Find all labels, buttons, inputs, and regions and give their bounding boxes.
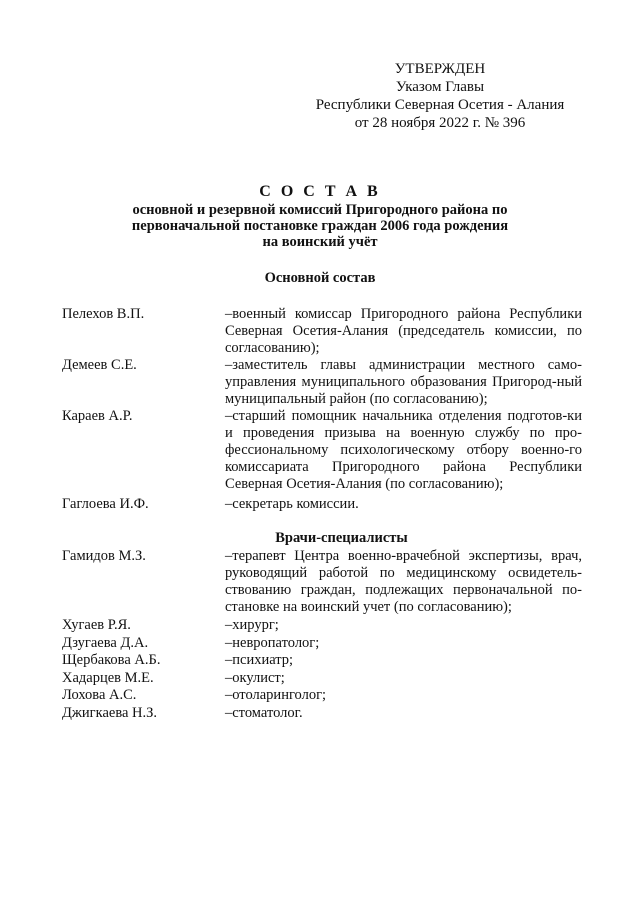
doctors-section-heading: Врачи-специалисты (275, 530, 408, 546)
doctor-role: –стоматолог. (225, 705, 303, 721)
approval-block (300, 60, 580, 132)
member-name: Гаглоева И.Ф. (62, 496, 149, 512)
doctor-role: –терапевт Центра военно-врачебной экспертизы, врач, руководящий работой по медицинскому освидетель-ствованию граждан, подлежащих первоначальной по-становке на воинский учет (по согласованию); (225, 548, 582, 615)
document-title (60, 183, 580, 250)
doctor-name: Дзугаева Д.А. (62, 635, 149, 651)
title-line-3: на воинский учёт (262, 234, 378, 250)
doctor-name: Лохова А.С. (62, 687, 137, 703)
doctor-role: –невропатолог; (225, 635, 320, 651)
member-name: Демеев С.Е. (62, 357, 137, 373)
member-name: Караев А.Р. (62, 408, 133, 424)
member-name: Пелехов В.П. (62, 306, 145, 322)
doctor-name: Гамидов М.З. (62, 548, 146, 564)
member-role: –секретарь комиссии. (225, 496, 359, 512)
doctor-role: –психиатр; (225, 652, 294, 668)
member-role: –заместитель главы администрации местного само-управления муниципального образования Пригород-ный муниципальный район (по согласованию); (225, 357, 582, 407)
title-heading: С О С Т А В (259, 183, 381, 200)
member-role: –старший помощник начальника отделения подготов-ки и проведения призыва на военную службу по про-фессиональному психологическому отбору военно-го комиссариата Пригородного района Республики Северная Осетия-Алания (по согласованию); (225, 408, 582, 492)
approval-status: УТВЕРЖДЕН (394, 61, 486, 77)
approval-date: от 28 ноября 2022 г. № 396 (354, 115, 526, 131)
doctor-role: –хирург; (225, 617, 279, 633)
approval-decree: Указом Главы (395, 79, 485, 95)
doctor-name: Щербакова А.Б. (62, 652, 161, 668)
approval-republic: Республики Северная Осетия - Алания (315, 97, 565, 113)
title-line-1: основной и резервной комиссий Пригородного района по (132, 202, 508, 218)
doctor-role: –отоларинголог; (225, 687, 327, 703)
doctor-name: Джигкаева Н.З. (62, 705, 158, 721)
doctor-name: Хугаев Р.Я. (62, 617, 131, 633)
doctor-role: –окулист; (225, 670, 285, 686)
title-line-2: первоначальной постановке граждан 2006 года рождения (131, 218, 509, 234)
doctor-name: Хадарцев М.Е. (62, 670, 154, 686)
member-role: –военный комиссар Пригородного района Республики Северная Осетия-Алания (председатель комиссии, по согласованию); (225, 306, 582, 356)
main-section-heading: Основной состав (264, 270, 376, 286)
